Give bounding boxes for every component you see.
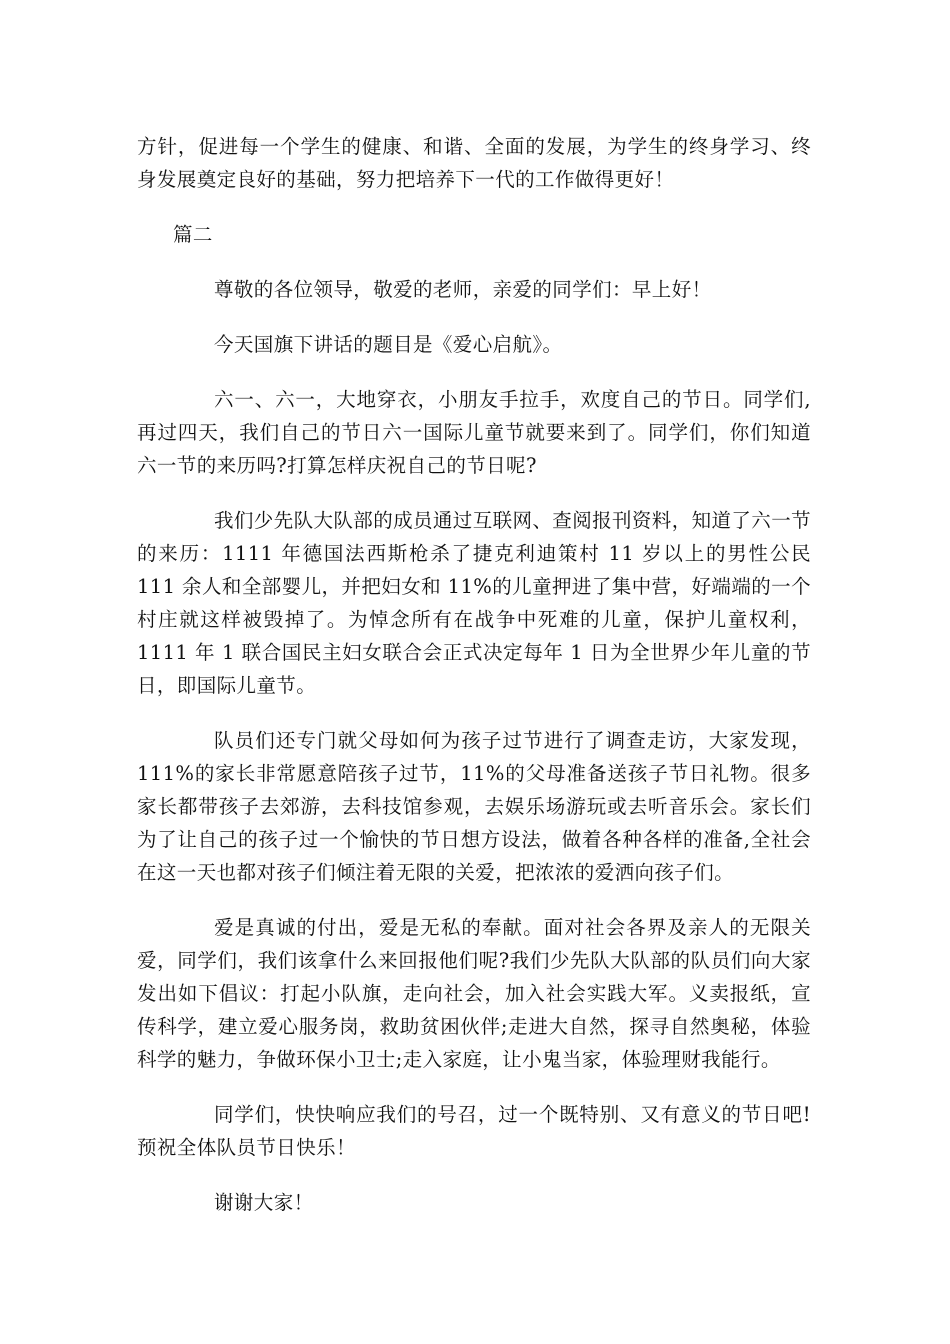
paragraph-proposal: 爱是真诚的付出，爱是无私的奉献。面对社会各界及亲人的无限关爱，同学们，我们该拿什么来回报他们呢?我们少先队大队部的队员们向大家发出如下倡议：打起小队旗，走向社会，加入社会实践大军。义卖报纸，宣传科学，建立爱心服务岗，救助贫困伙伴;走进大自然，探寻自然奥秘，体验科学的魅力，争做环保小卫士;走入家庭，让小鬼当家，体验理财我能行。 — [137, 916, 811, 1071]
paragraph-closing: 谢谢大家！ — [214, 1191, 314, 1214]
paragraph-continuation: 方针，促进每一个学生的健康、和谐、全面的发展，为学生的终身学习、终身发展奠定良好的基础，努力把培养下一代的工作做得更好！ — [137, 135, 811, 191]
paragraph-call-to-action: 同学们，快快响应我们的号召，过一个既特别、又有意义的节日吧!预祝全体队员节日快乐！ — [137, 1103, 811, 1159]
section-heading: 篇二 — [173, 223, 213, 246]
document-page — [137, 130, 811, 1241]
paragraph-survey: 队员们还专门就父母如何为孩子过节进行了调查走访，大家发现，111%的家长非常愿意陪孩子过节，11%的父母准备送孩子节日礼物。很多家长都带孩子去郊游，去科技馆参观，去娱乐场游玩或去听音乐会。家长们为了让自己的孩子过一个愉快的节日想方设法，做着各种各样的准备,全社会在这一天也都对孩子们倾注着无限的关爱，把浓浓的爱洒向孩子们。 — [137, 729, 811, 884]
paragraph-greeting: 尊敬的各位领导，敬爱的老师，亲爱的同学们：早上好！ — [214, 278, 712, 301]
paragraph-intro: 六一、六一，大地穿衣，小朋友手拉手，欢度自己的节日。同学们,再过四天，我们自己的节日六一国际儿童节就要来到了。同学们，你们知道六一节的来历吗?打算怎样庆祝自己的节日呢? — [137, 388, 811, 477]
paragraph-topic: 今天国旗下讲话的题目是《爱心启航》。 — [214, 333, 563, 356]
paragraph-history: 我们少先队大队部的成员通过互联网、查阅报刊资料，知道了六一节的来历：1111 年德国法西斯枪杀了捷克利迪策村 11 岁以上的男性公民 111 余人和全部婴儿，并把妇女和 11%的儿童押进了集中营，好端端的一个村庄就这样被毁掉了。为悼念所有在战争中死难的儿童，保护儿童权利，1111 年 1 联合国民主妇女联合会正式决定每年 1 日为全世界少年儿童的节日，即国际儿童节。 — [137, 509, 812, 697]
